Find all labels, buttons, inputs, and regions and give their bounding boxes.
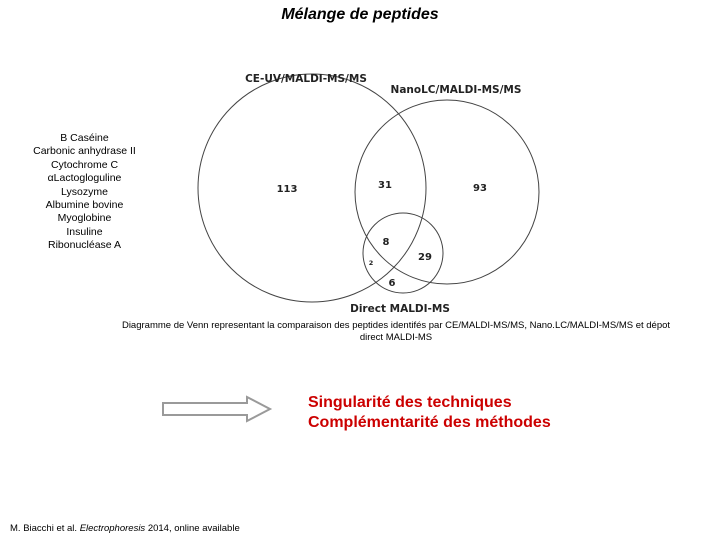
conclusion-line: Singularité des techniques xyxy=(308,394,512,411)
conclusion-text xyxy=(308,393,551,433)
region-all-three: 8 xyxy=(382,237,390,248)
protein-item: Albumine bovine xyxy=(45,199,124,212)
citation-authors: M. Biacchi et al. xyxy=(10,523,80,534)
set-label-nanolc: NanoLC/MALDI-MS/MS xyxy=(390,84,522,96)
figure-caption: Diagramme de Venn representant la comparaison des peptides identifés par CE/MALDI-MS/MS, Nano.LC/MALDI-MS/MS et dépot direct MALDI-MS xyxy=(121,320,671,343)
protein-item: Lysozyme xyxy=(61,185,108,198)
citation-details: 2014, online available xyxy=(145,523,240,534)
citation xyxy=(10,523,240,534)
region-ce-only: 113 xyxy=(276,184,298,195)
region-ce-nano: 31 xyxy=(378,180,392,191)
slide-title: Mélange de peptides xyxy=(281,6,439,23)
region-ce-direct: 2 xyxy=(368,259,374,267)
region-nano-only: 93 xyxy=(473,183,487,194)
protein-item: Insuline xyxy=(66,225,103,238)
conclusion-line: Complémentarité des méthodes xyxy=(308,414,551,431)
protein-item: Cytochrome C xyxy=(50,158,119,171)
region-direct-only: 6 xyxy=(388,278,396,289)
citation-journal: Electrophoresis xyxy=(79,523,146,534)
circle-nanolc xyxy=(355,100,539,284)
protein-item: αLactogloguline xyxy=(47,172,122,185)
set-label-ce-uv: CE-UV/MALDI-MS/MS xyxy=(245,73,367,85)
set-label-direct-maldi: Direct MALDI-MS xyxy=(350,303,450,315)
right-arrow-icon xyxy=(160,394,275,424)
protein-item: Ribonucléase A xyxy=(48,239,121,252)
protein-item: B Caséine xyxy=(60,132,109,144)
protein-item: Carbonic anhydrase II xyxy=(33,145,136,158)
region-nano-direct: 29 xyxy=(418,252,432,263)
protein-item: Myoglobine xyxy=(57,212,112,225)
